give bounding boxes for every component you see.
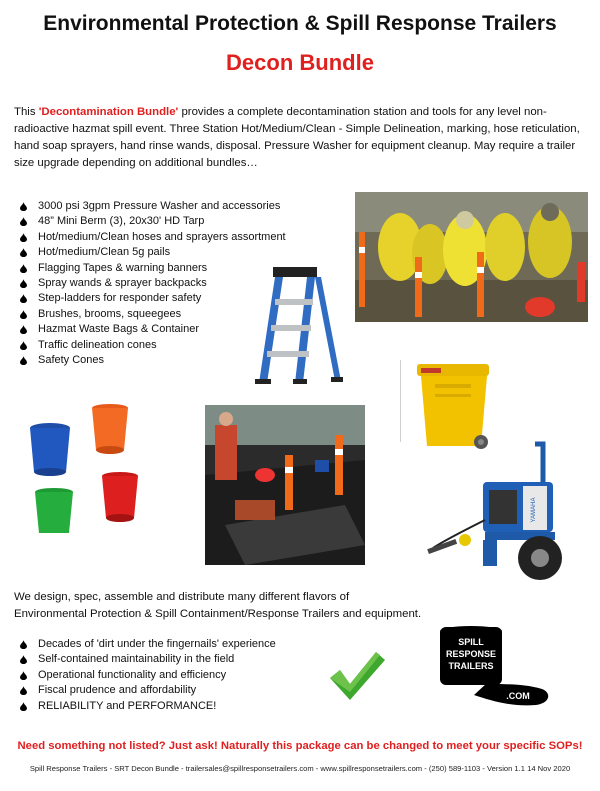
- equipment-item-text: Hazmat Waste Bags & Container: [38, 323, 199, 336]
- bullet-drop-icon: [20, 640, 27, 649]
- equipment-item: [18, 353, 286, 368]
- red-pail-shape: [102, 472, 138, 522]
- equipment-item: [18, 214, 286, 229]
- decon-field-photo: [205, 405, 365, 565]
- equipment-item: [18, 230, 286, 245]
- logo-line-1: SPILL: [458, 637, 484, 647]
- equipment-item-text: Hot/medium/Clean 5g pails: [38, 246, 171, 259]
- equipment-item: [18, 322, 286, 337]
- bullet-drop-icon: [20, 702, 27, 711]
- bullet-drop-icon: [20, 233, 27, 242]
- step-ladder-image: [255, 265, 345, 385]
- logo-line-3: TRAILERS: [448, 661, 494, 671]
- design-line-1: We design, spec, assemble and distribute many different flavors of: [14, 591, 350, 603]
- benefit-item-text: RELIABILITY and PERFORMANCE!: [38, 699, 217, 712]
- call-to-action: Need something not listed? Just ask! Naturally this package can be changed to meet your specific SOPs!: [17, 740, 583, 752]
- equipment-item: [18, 199, 286, 214]
- bullet-drop-icon: [20, 341, 27, 350]
- footer: Spill Response Trailers - SRT Decon Bundle - trailersales@spillresponsetrailers.com - www.spillresponsetrailers.com - (250) 589-1103 - Version 1.1 14 Nov 2020: [29, 764, 571, 773]
- design-statement: [14, 589, 594, 623]
- equipment-item: [18, 245, 286, 260]
- divider-line: [400, 360, 401, 442]
- bullet-drop-icon: [20, 294, 27, 303]
- equipment-item: [18, 307, 286, 322]
- equipment-item-text: Brushes, brooms, squeegees: [38, 307, 182, 320]
- bullet-drop-icon: [20, 217, 27, 226]
- bullet-drop-icon: [20, 356, 27, 365]
- equipment-list: [18, 199, 286, 368]
- washer-brand-label: YAMAHA: [531, 497, 537, 523]
- benefit-item-text: Fiscal prudence and affordability: [38, 684, 197, 697]
- intro-paragraph: [14, 104, 586, 172]
- equipment-item: [18, 291, 286, 306]
- bullet-drop-icon: [20, 325, 27, 334]
- pressure-washer-image: [425, 440, 585, 585]
- orange-pail-shape: [92, 404, 128, 454]
- bullet-drop-icon: [20, 264, 27, 273]
- bullet-drop-icon: [20, 202, 27, 211]
- bullet-drop-icon: [20, 279, 27, 288]
- bullet-drop-icon: [20, 655, 27, 664]
- equipment-item: [18, 338, 286, 353]
- pails-image: [28, 400, 148, 535]
- bullet-drop-icon: [20, 686, 27, 695]
- equipment-item-text: Step-ladders for responder safety: [38, 292, 202, 305]
- intro-text: provides a complete decontamination station and tools for any level non-radioactive hazmat spill event. Three Station Hot/Medium/Clean - Simple Delineation, marking, hose reticulation, hand soap sprayers, hand rinse wands, disposal. Pressure Washer for equipment cleanup. May require a trailer size upgrade depending on additional bundles…: [14, 106, 580, 169]
- equipment-item-text: Flagging Tapes & warning banners: [38, 261, 208, 274]
- equipment-item-text: Spray wands & sprayer backpacks: [38, 277, 207, 290]
- blue-pail-shape: [30, 423, 70, 476]
- bullet-drop-icon: [20, 310, 27, 319]
- benefit-item: [18, 683, 276, 698]
- logo-dotcom: .COM: [506, 691, 530, 701]
- equipment-item-text: Safety Cones: [38, 354, 105, 367]
- checkmark-icon: [328, 650, 386, 702]
- bullet-drop-icon: [20, 248, 27, 257]
- equipment-item-text: Hot/medium/Clean hoses and sprayers assortment: [38, 230, 286, 243]
- spill-response-trailers-logo: [432, 625, 554, 707]
- benefit-item: [18, 652, 276, 667]
- benefits-list: [18, 637, 276, 714]
- page-title: Environmental Protection & Spill Response Trailers: [43, 12, 557, 35]
- design-line-2: Environmental Protection & Spill Containment/Response Trailers and equipment.: [14, 608, 422, 620]
- intro-prefix: This: [14, 106, 39, 118]
- equipment-item-text: 48” Mini Berm (3), 20x30' HD Tarp: [38, 215, 205, 228]
- benefit-item: [18, 699, 276, 714]
- benefit-item: [18, 668, 276, 683]
- waste-container-image: [415, 362, 495, 452]
- equipment-item: [18, 261, 286, 276]
- equipment-item: [18, 276, 286, 291]
- equipment-item-text: Traffic delineation cones: [38, 338, 157, 351]
- hazmat-team-photo: [355, 192, 588, 322]
- benefit-item-text: Decades of 'dirt under the fingernails' experience: [38, 638, 276, 650]
- equipment-item-text: 3000 psi 3gpm Pressure Washer and accessories: [38, 200, 281, 212]
- benefit-item-text: Operational functionality and efficiency: [38, 668, 227, 681]
- intro-highlight: 'Decontamination Bundle': [38, 106, 179, 118]
- logo-line-2: RESPONSE: [445, 649, 497, 659]
- bullet-drop-icon: [20, 671, 27, 680]
- benefit-item: [18, 637, 276, 652]
- green-pail-shape: [35, 488, 73, 533]
- page-subtitle: Decon Bundle: [226, 50, 374, 75]
- benefit-item-text: Self-contained maintainability in the field: [38, 653, 235, 666]
